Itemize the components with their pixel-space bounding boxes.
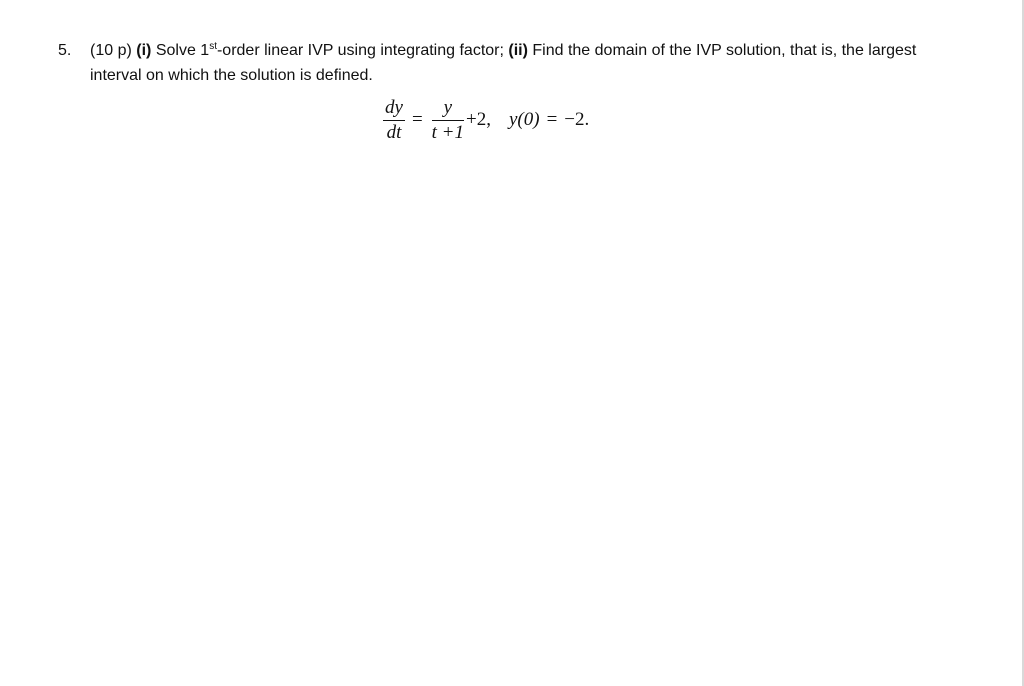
- part-i-text-a: Solve 1: [155, 42, 210, 59]
- part-ii-text: Find the domain of the IVP solution, that is, the largest: [532, 42, 917, 59]
- derivative-denominator: dt: [386, 121, 402, 143]
- problem-statement: [58, 38, 988, 88]
- ivp-equation: [383, 94, 589, 146]
- equals-sign: =: [411, 109, 423, 130]
- derivative-numerator: dy: [383, 97, 405, 121]
- initial-condition-lhs: y(0): [508, 109, 540, 130]
- part-i-text-b: -order linear IVP using integrating factor;: [216, 42, 504, 59]
- problem-line-1: [58, 38, 988, 63]
- ordinal-superscript: st: [209, 41, 217, 52]
- rhs-numerator: y: [432, 97, 464, 121]
- problem-line-2: interval on which the solution is defined.: [90, 67, 373, 84]
- rhs-constant-term: +2,: [466, 109, 491, 130]
- points-label: (10 p): [90, 42, 132, 59]
- initial-condition-value: −2.: [564, 109, 590, 130]
- part-i-label: (i): [136, 42, 152, 59]
- derivative-fraction: [383, 97, 405, 144]
- rhs-fraction: [430, 97, 466, 144]
- initial-condition-equals: =: [546, 109, 558, 130]
- part-ii-label: (ii): [508, 42, 528, 59]
- rhs-denominator: t +1: [431, 121, 465, 143]
- problem-number: 5.: [58, 42, 72, 59]
